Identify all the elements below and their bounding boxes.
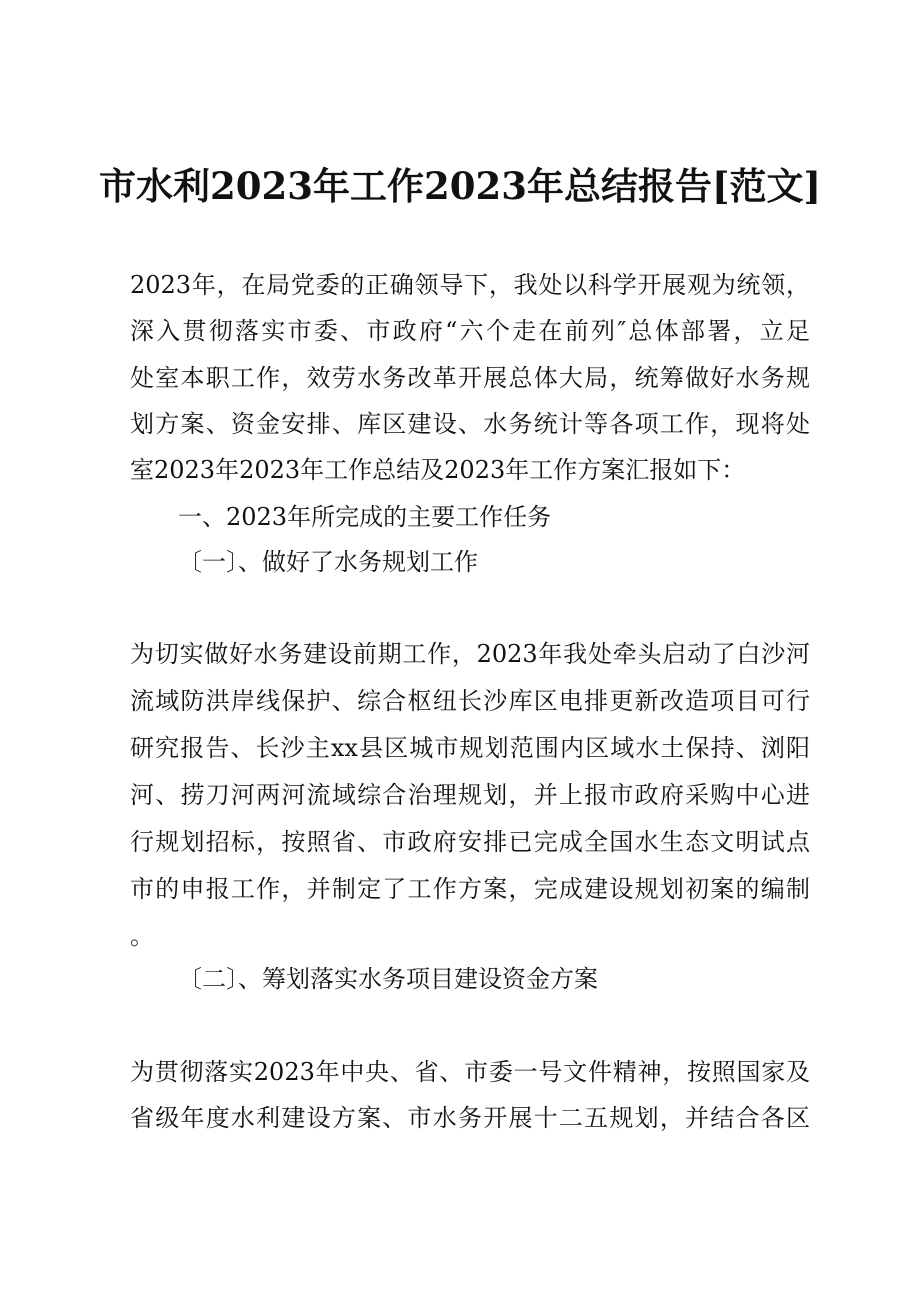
paragraph-line: 省级年度水利建设方案、市水务开展十二五规划，并结合各区 [130, 1104, 810, 1132]
subsection-heading-2: 〔二〕、筹划落实水务项目建设资金方案 [178, 965, 598, 993]
intro-line-1: 2023年，在局党委的正确领导下，我处以科学开展观为统领， [130, 271, 810, 299]
subsection-heading-1: 〔一〕、做好了水务规划工作 [178, 548, 478, 576]
paragraph-line: 河、捞刀河两河流域综合治理规划，并上报市政府采购中心进 [130, 781, 810, 809]
paragraph-line: 市的申报工作，并制定了工作方案，完成建设规划初案的编制 [130, 875, 810, 903]
paragraph-line: 行规划招标，按照省、市政府安排已完成全国水生态文明试点 [130, 828, 810, 856]
intro-line-5: 室2023年2023年工作总结及2023年工作方案汇报如下： [130, 456, 746, 484]
section-heading-1: 一、2023年所完成的主要工作任务 [178, 503, 552, 531]
paragraph-line: 。 [130, 922, 154, 950]
paragraph-line: 为贯彻落实2023年中央、省、市委一号文件精神，按照国家及 [130, 1058, 810, 1086]
document-title: 市水利2023年工作2023年总结报告[范文] [99, 164, 821, 208]
intro-line-2: 深入贯彻落实市委、市政府“六个走在前列″总体部署，立足 [130, 317, 810, 345]
paragraph-line: 流域防洪岸线保护、综合枢纽长沙库区电排更新改造项目可行 [130, 687, 810, 715]
intro-line-3: 处室本职工作，效劳水务改革开展总体大局，统筹做好水务规 [130, 364, 810, 392]
intro-line-4: 划方案、资金安排、库区建设、水务统计等各项工作，现将处 [130, 410, 810, 438]
paragraph-line: 为切实做好水务建设前期工作，2023年我处牵头启动了白沙河 [130, 640, 810, 668]
paragraph-line: 研究报告、长沙主xx县区城市规划范围内区域水土保持、浏阳 [130, 734, 810, 762]
